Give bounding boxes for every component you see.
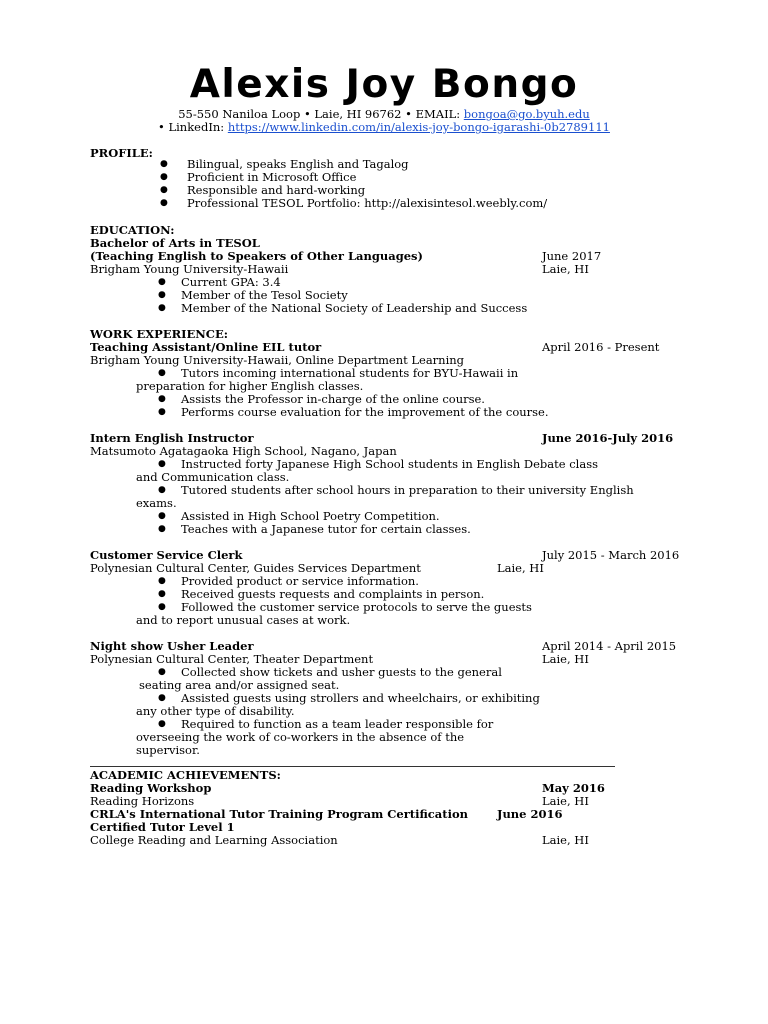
degree-title: Bachelor of Arts in TESOL	[90, 236, 260, 250]
job-bullet: Teaches with a Japanese tutor for certain classes.	[181, 522, 471, 536]
job-date: April 2016 - Present	[542, 340, 660, 354]
job-bullet: Tutors incoming international students for BYU-Hawaii in	[181, 366, 519, 380]
job-bullet-continued: overseeing the work of co-workers in the absence of the	[136, 730, 465, 744]
achievement-location: Laie, HI	[542, 833, 589, 847]
education-school: Brigham Young University-Hawaii	[90, 262, 289, 276]
email-link[interactable]: bongoa@go.byuh.edu	[463, 107, 590, 121]
profile-item: Bilingual, speaks English and Tagalog	[187, 157, 409, 171]
degree-detail: (Teaching English to Speakers of Other Languages)	[90, 249, 423, 263]
bullet-icon: ●	[160, 185, 168, 195]
profile-heading: PROFILE:	[90, 146, 153, 160]
job-bullet: Tutored students after school hours in preparation to their university English	[181, 483, 634, 497]
job-bullet-continued: supervisor.	[136, 743, 200, 757]
profile-item: Proficient in Microsoft Office	[187, 170, 357, 184]
achievement-org: College Reading and Learning Association	[90, 833, 338, 847]
bullet-icon: ●	[158, 290, 166, 300]
job-date: June 2016-July 2016	[542, 431, 674, 445]
job-bullet: Provided product or service information.	[181, 574, 419, 588]
education-item: Member of the National Society of Leadership and Success	[181, 301, 528, 315]
job-location: Laie, HI	[542, 652, 589, 666]
job-bullet: Assists the Professor in-charge of the online course.	[181, 392, 485, 406]
education-item: Member of the Tesol Society	[181, 288, 348, 302]
profile-item: Professional TESOL Portfolio: http://alexisintesol.weebly.com/	[187, 196, 548, 210]
linkedin-label: • LinkedIn:	[158, 120, 228, 134]
education-item: Current GPA: 3.4	[181, 275, 281, 289]
education-location: Laie, HI	[542, 262, 589, 276]
achievement-location: Laie, HI	[542, 794, 589, 808]
job-bullet: Collected show tickets and usher guests to the general	[181, 665, 502, 679]
linkedin-line	[0, 121, 768, 134]
job-bullet-continued: exams.	[136, 496, 177, 510]
bullet-icon: ●	[158, 719, 166, 729]
section-divider	[90, 766, 615, 767]
bullet-icon: ●	[160, 198, 168, 208]
work-heading: WORK EXPERIENCE:	[90, 327, 228, 341]
job-bullet: Required to function as a team leader responsible for	[181, 717, 494, 731]
achievement-title: Reading Workshop	[90, 781, 212, 795]
bullet-icon: ●	[158, 693, 166, 703]
bullet-icon: ●	[158, 667, 166, 677]
achievement-date: June 2016	[497, 807, 563, 821]
bullet-icon: ●	[160, 172, 168, 182]
bullet-icon: ●	[158, 368, 166, 378]
bullet-icon: ●	[158, 524, 166, 534]
job-bullet-continued: seating area and/or assigned seat.	[139, 678, 340, 692]
achievement-title: CRLA's International Tutor Training Program Certification	[90, 807, 468, 821]
job-org: Brigham Young University-Hawaii, Online Department Learning	[90, 353, 465, 367]
bullet-icon: ●	[158, 576, 166, 586]
achievement-subtitle: Certified Tutor Level 1	[90, 820, 235, 834]
job-bullet: Assisted in High School Poetry Competition.	[181, 509, 440, 523]
job-bullet: Received guests requests and complaints in person.	[181, 587, 485, 601]
address: 55-550 Naniloa Loop • Laie, HI 96762 • EMAIL:	[178, 107, 464, 121]
job-location: Laie, HI	[497, 561, 544, 575]
bullet-icon: ●	[158, 602, 166, 612]
job-bullet: Followed the customer service protocols to serve the guests	[181, 600, 532, 614]
job-bullet: Performs course evaluation for the improvement of the course.	[181, 405, 549, 419]
job-org: Polynesian Cultural Center, Theater Department	[90, 652, 374, 666]
bullet-icon: ●	[160, 159, 168, 169]
achievement-org: Reading Horizons	[90, 794, 195, 808]
bullet-icon: ●	[158, 277, 166, 287]
resume-name: Alexis Joy Bongo	[189, 62, 579, 107]
bullet-icon: ●	[158, 303, 166, 313]
bullet-icon: ●	[158, 407, 166, 417]
job-title: Night show Usher Leader	[90, 639, 254, 653]
education-date: June 2017	[542, 249, 602, 263]
job-title: Teaching Assistant/Online EIL tutor	[90, 340, 322, 354]
job-bullet-continued: and Communication class.	[136, 470, 290, 484]
job-bullet: Assisted guests using strollers and wheelchairs, or exhibiting	[181, 691, 540, 705]
bullet-icon: ●	[158, 485, 166, 495]
profile-item: Responsible and hard-working	[187, 183, 366, 197]
bullet-icon: ●	[158, 459, 166, 469]
job-bullet-continued: preparation for higher English classes.	[136, 379, 364, 393]
bullet-icon: ●	[158, 394, 166, 404]
job-bullet-continued: any other type of disability.	[136, 704, 295, 718]
job-title: Customer Service Clerk	[90, 548, 243, 562]
job-date: July 2015 - March 2016	[542, 548, 680, 562]
job-bullet: Instructed forty Japanese High School students in English Debate class	[181, 457, 599, 471]
job-bullet-continued: and to report unusual cases at work.	[136, 613, 351, 627]
bullet-icon: ●	[158, 511, 166, 521]
job-title: Intern English Instructor	[90, 431, 254, 445]
bullet-icon: ●	[158, 589, 166, 599]
job-org: Matsumoto Agatagaoka High School, Nagano, Japan	[90, 444, 397, 458]
achievement-date: May 2016	[542, 781, 605, 795]
education-heading: EDUCATION:	[90, 223, 175, 237]
job-org: Polynesian Cultural Center, Guides Services Department	[90, 561, 421, 575]
linkedin-link[interactable]: https://www.linkedin.com/in/alexis-joy-bongo-igarashi-0b2789111	[227, 120, 610, 134]
job-date: April 2014 - April 2015	[542, 639, 677, 653]
achievements-heading: ACADEMIC ACHIEVEMENTS:	[90, 768, 281, 782]
